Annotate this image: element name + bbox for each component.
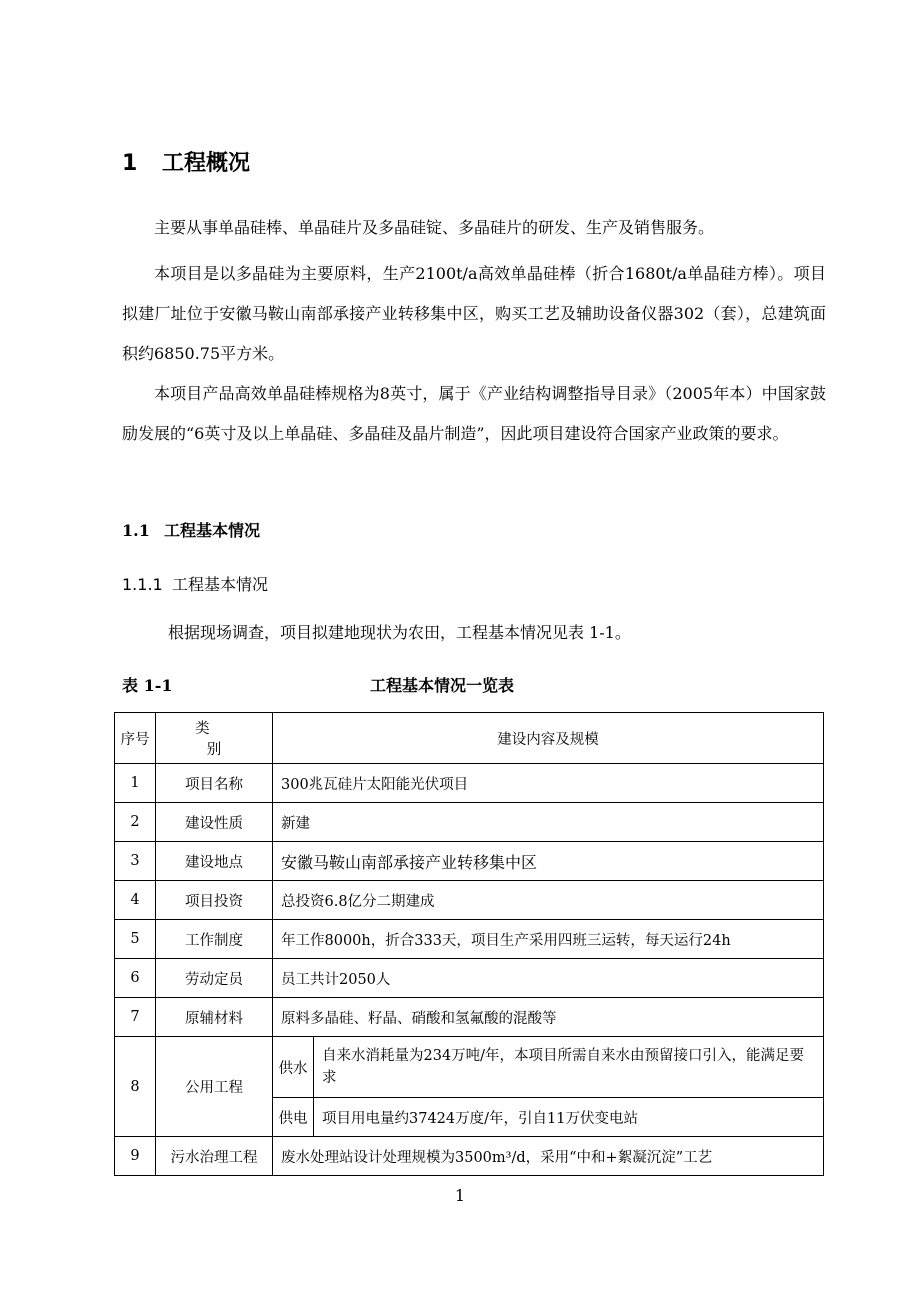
table-row <box>115 998 824 1037</box>
cell-seq: 3 <box>115 842 156 881</box>
cell-content-power: 项目用电量约37424万度/年，引自11万伏变电站 <box>314 1098 824 1137</box>
cell-subcategory-water: 供水 <box>273 1037 314 1098</box>
cell-content: 安徽马鞍山南部承接产业转移集中区 <box>273 842 824 881</box>
cell-category: 污水治理工程 <box>156 1137 273 1176</box>
cell-seq: 1 <box>115 764 156 803</box>
project-overview-table <box>114 712 824 1176</box>
cell-category: 项目名称 <box>156 764 273 803</box>
cell-category: 工作制度 <box>156 920 273 959</box>
paragraph-site-survey: 根据现场调查，项目拟建地现状为农田，工程基本情况见表 1-1。 <box>168 623 631 642</box>
cell-seq: 7 <box>115 998 156 1037</box>
header-category-label: 类 别 <box>195 721 245 758</box>
table-row <box>115 881 824 920</box>
cell-content: 新建 <box>273 803 824 842</box>
table-row <box>115 920 824 959</box>
cell-content: 原料多晶硅、籽晶、硝酸和氢氟酸的混酸等 <box>273 998 824 1037</box>
cell-subcategory-power: 供电 <box>273 1098 314 1137</box>
cell-content: 废水处理站设计处理规模为3500m³/d，采用“中和+絮凝沉淀”工艺 <box>273 1137 824 1176</box>
table-row <box>115 842 824 881</box>
cell-content-water: 自来水消耗量为234万吨/年，本项目所需自来水由预留接口引入，能满足要求 <box>314 1037 824 1098</box>
cell-seq: 8 <box>115 1037 156 1137</box>
cell-category: 原辅材料 <box>156 998 273 1037</box>
cell-category: 建设性质 <box>156 803 273 842</box>
cell-seq: 6 <box>115 959 156 998</box>
cell-content: 员工共计2050人 <box>273 959 824 998</box>
table-row <box>115 959 824 998</box>
cell-seq: 9 <box>115 1137 156 1176</box>
page-number: 1 <box>454 1186 466 1205</box>
table-row <box>115 1137 824 1176</box>
cell-category: 建设地点 <box>156 842 273 881</box>
cell-seq: 4 <box>115 881 156 920</box>
paragraph-project-summary: 本项目是以多晶硅为主要原料，生产2100t/a高效单晶硅棒（折合1680t/a单晶硅方棒）。项目拟建厂址位于安徽马鞍山南部承接产业转移集中区，购买工艺及辅助设备仪器302（套），总建筑面积约6850.75平方米。 <box>122 264 826 363</box>
section-number: 1 <box>122 151 138 176</box>
header-seq: 序号 <box>115 713 156 764</box>
table-row <box>115 764 824 803</box>
table-row <box>115 803 824 842</box>
section-heading-1 <box>122 146 250 177</box>
paragraph-industry-policy: 本项目产品高效单晶硅棒规格为8英寸，属于《产业结构调整指导目录》（2005年本）中国家鼓励发展的“6英寸及以上单晶硅、多晶硅及晶片制造”，因此项目建设符合国家产业政策的要求。 <box>122 384 826 443</box>
table-header-row <box>115 713 824 764</box>
cell-category: 项目投资 <box>156 881 273 920</box>
cell-category: 公用工程 <box>156 1037 273 1137</box>
paragraph-business-scope: 主要从事单晶硅棒、单晶硅片及多晶硅锭、多晶硅片的研发、生产及销售服务。 <box>154 218 715 237</box>
cell-content: 300兆瓦硅片太阳能光伏项目 <box>273 764 824 803</box>
cell-content: 总投资6.8亿分二期建成 <box>273 881 824 920</box>
cell-content: 年工作8000h，折合333天，项目生产采用四班三运转，每天运行24h <box>273 920 824 959</box>
section-heading-2 <box>122 518 260 541</box>
table-number: 表 1-1 <box>122 676 173 695</box>
subsubsection-title: 工程基本情况 <box>172 575 269 594</box>
table-title: 工程基本情况一览表 <box>370 676 515 695</box>
subsection-number: 1.1 <box>122 521 150 540</box>
section-title: 工程概况 <box>162 151 251 176</box>
subsection-title: 工程基本情况 <box>164 521 261 540</box>
section-heading-3 <box>122 572 268 595</box>
header-content: 建设内容及规模 <box>273 713 824 764</box>
subsubsection-number: 1.1.1 <box>122 575 163 594</box>
header-category <box>156 713 273 764</box>
cell-category: 劳动定员 <box>156 959 273 998</box>
cell-seq: 5 <box>115 920 156 959</box>
cell-seq: 2 <box>115 803 156 842</box>
table-row-utilities-water <box>115 1037 824 1098</box>
